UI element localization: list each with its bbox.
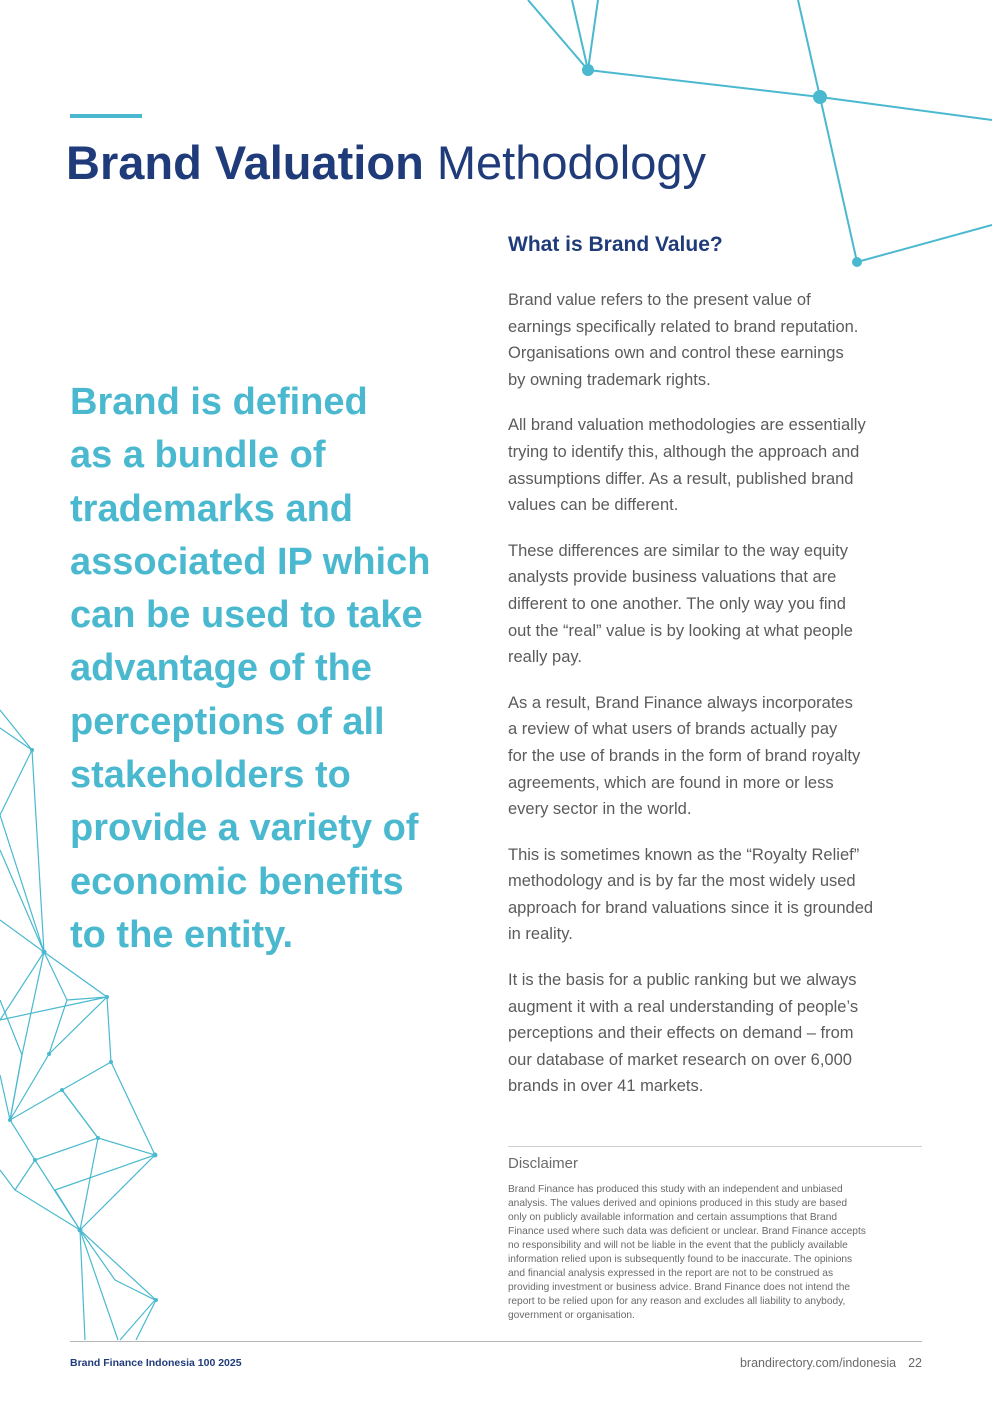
pull-quote-line: perceptions of all [70,700,385,743]
paragraph-line: Organisations own and control these earnings [508,344,844,363]
disclaimer-line: providing investment or business advice. Brand Finance does not intend the [508,1282,851,1293]
section-heading: What is Brand Value? [508,233,723,256]
body-paragraphs [508,287,922,1119]
paragraph-line: trying to identify this, although the approach and [508,442,860,461]
paragraph-line: out the “real” value is by looking at what people [508,621,853,640]
pull-quote-line: associated IP which [70,540,431,583]
page-title-bold: Brand Valuation [66,136,424,189]
footer-publication-title: Brand Finance Indonesia 100 2025 [70,1357,242,1369]
paragraph-4 [508,690,922,823]
pull-quote-line: advantage of the [70,647,372,690]
disclaimer-line: analysis. The values derived and opinions produced in this study are based [508,1198,848,1209]
paragraph-line: assumptions differ. As a result, published brand [508,469,854,488]
page-number: 22 [908,1356,922,1370]
paragraph-line: our database of market research on over 6,000 [508,1050,852,1069]
paragraph-line: perceptions and their effects on demand – from [508,1024,854,1043]
pull-quote-line: can be used to take [70,594,423,637]
paragraph-line: brands in over 41 markets. [508,1077,704,1096]
disclaimer-title: Disclaimer [508,1155,579,1172]
title-accent-rule [70,114,142,118]
paragraph-line: analysts provide business valuations that are [508,568,837,587]
disclaimer-line: report to be relied upon for any reason and excludes all liability to anybody, [508,1296,846,1307]
paragraph-1 [508,287,922,393]
page-title-regular: Methodology [436,136,706,189]
pull-quote-line: as a bundle of [70,434,326,477]
paragraph-line: augment it with a real understanding of people’s [508,997,859,1016]
paragraph-line: This is sometimes known as the “Royalty Relief” [508,845,860,864]
paragraph-line: earnings specifically related to brand reputation. [508,317,859,336]
disclaimer-line: no responsibility and will not be liable in the event that the publicly available [508,1240,848,1251]
paragraph-line: These differences are similar to the way equity [508,541,848,560]
paragraph-5 [508,842,922,948]
disclaimer-line: information relied upon is subsequently found to be inaccurate. The opinions [508,1254,853,1265]
paragraph-line: values can be different. [508,496,679,515]
paragraph-line: Brand value refers to the present value of [508,291,811,309]
pull-quote-line: provide a variety of [70,807,419,850]
paragraph-line: approach for brand valuations since it is grounded [508,898,874,917]
pull-quote-line: stakeholders to [70,754,351,797]
disclaimer-text [508,1183,922,1323]
paragraph-line: methodology and is by far the most widely used [508,872,856,891]
brand-value-section [508,230,922,1096]
page-title [66,133,706,193]
paragraph-line: by owning trademark rights. [508,370,711,389]
paragraph-line: different to one another. The only way you find [508,594,846,613]
pull-quote-line: economic benefits [70,860,404,903]
paragraph-line: agreements, which are found in more or less [508,773,834,792]
footer-divider [70,1341,922,1342]
footer-url-link[interactable]: brandirectory.com/indonesia [739,1356,897,1370]
paragraph-line: a review of what users of brands actually pay [508,720,838,739]
disclaimer-line: and financial analysis expressed in the report are not to be construed as [508,1268,834,1279]
paragraph-2 [508,412,922,518]
footer-right [740,1355,922,1371]
disclaimer-line: only on publicly available information and certain assumptions that Brand [508,1212,838,1223]
disclaimer-divider [508,1146,922,1147]
paragraph-6 [508,967,922,1100]
paragraph-line: As a result, Brand Finance always incorporates [508,693,853,712]
paragraph-line: in reality. [508,925,573,944]
pull-quote-line: Brand is defined [70,381,368,423]
paragraph-line: every sector in the world. [508,800,692,819]
pull-quote-line: to the entity. [70,913,294,956]
paragraph-line: really pay. [508,648,582,667]
disclaimer-line: Brand Finance has produced this study with an independent and unbiased [508,1184,843,1195]
paragraph-3 [508,538,922,671]
disclaimer-line: Finance used where such data was deficient or unclear. Brand Finance accepts [508,1226,866,1237]
paragraph-line: All brand valuation methodologies are essentially [508,416,866,435]
paragraph-line: It is the basis for a public ranking but we always [508,971,857,990]
disclaimer-line: government or organisation. [508,1310,635,1321]
pull-quote-line: trademarks and [70,487,354,530]
pull-quote [70,376,450,962]
paragraph-line: for the use of brands in the form of brand royalty [508,746,861,765]
